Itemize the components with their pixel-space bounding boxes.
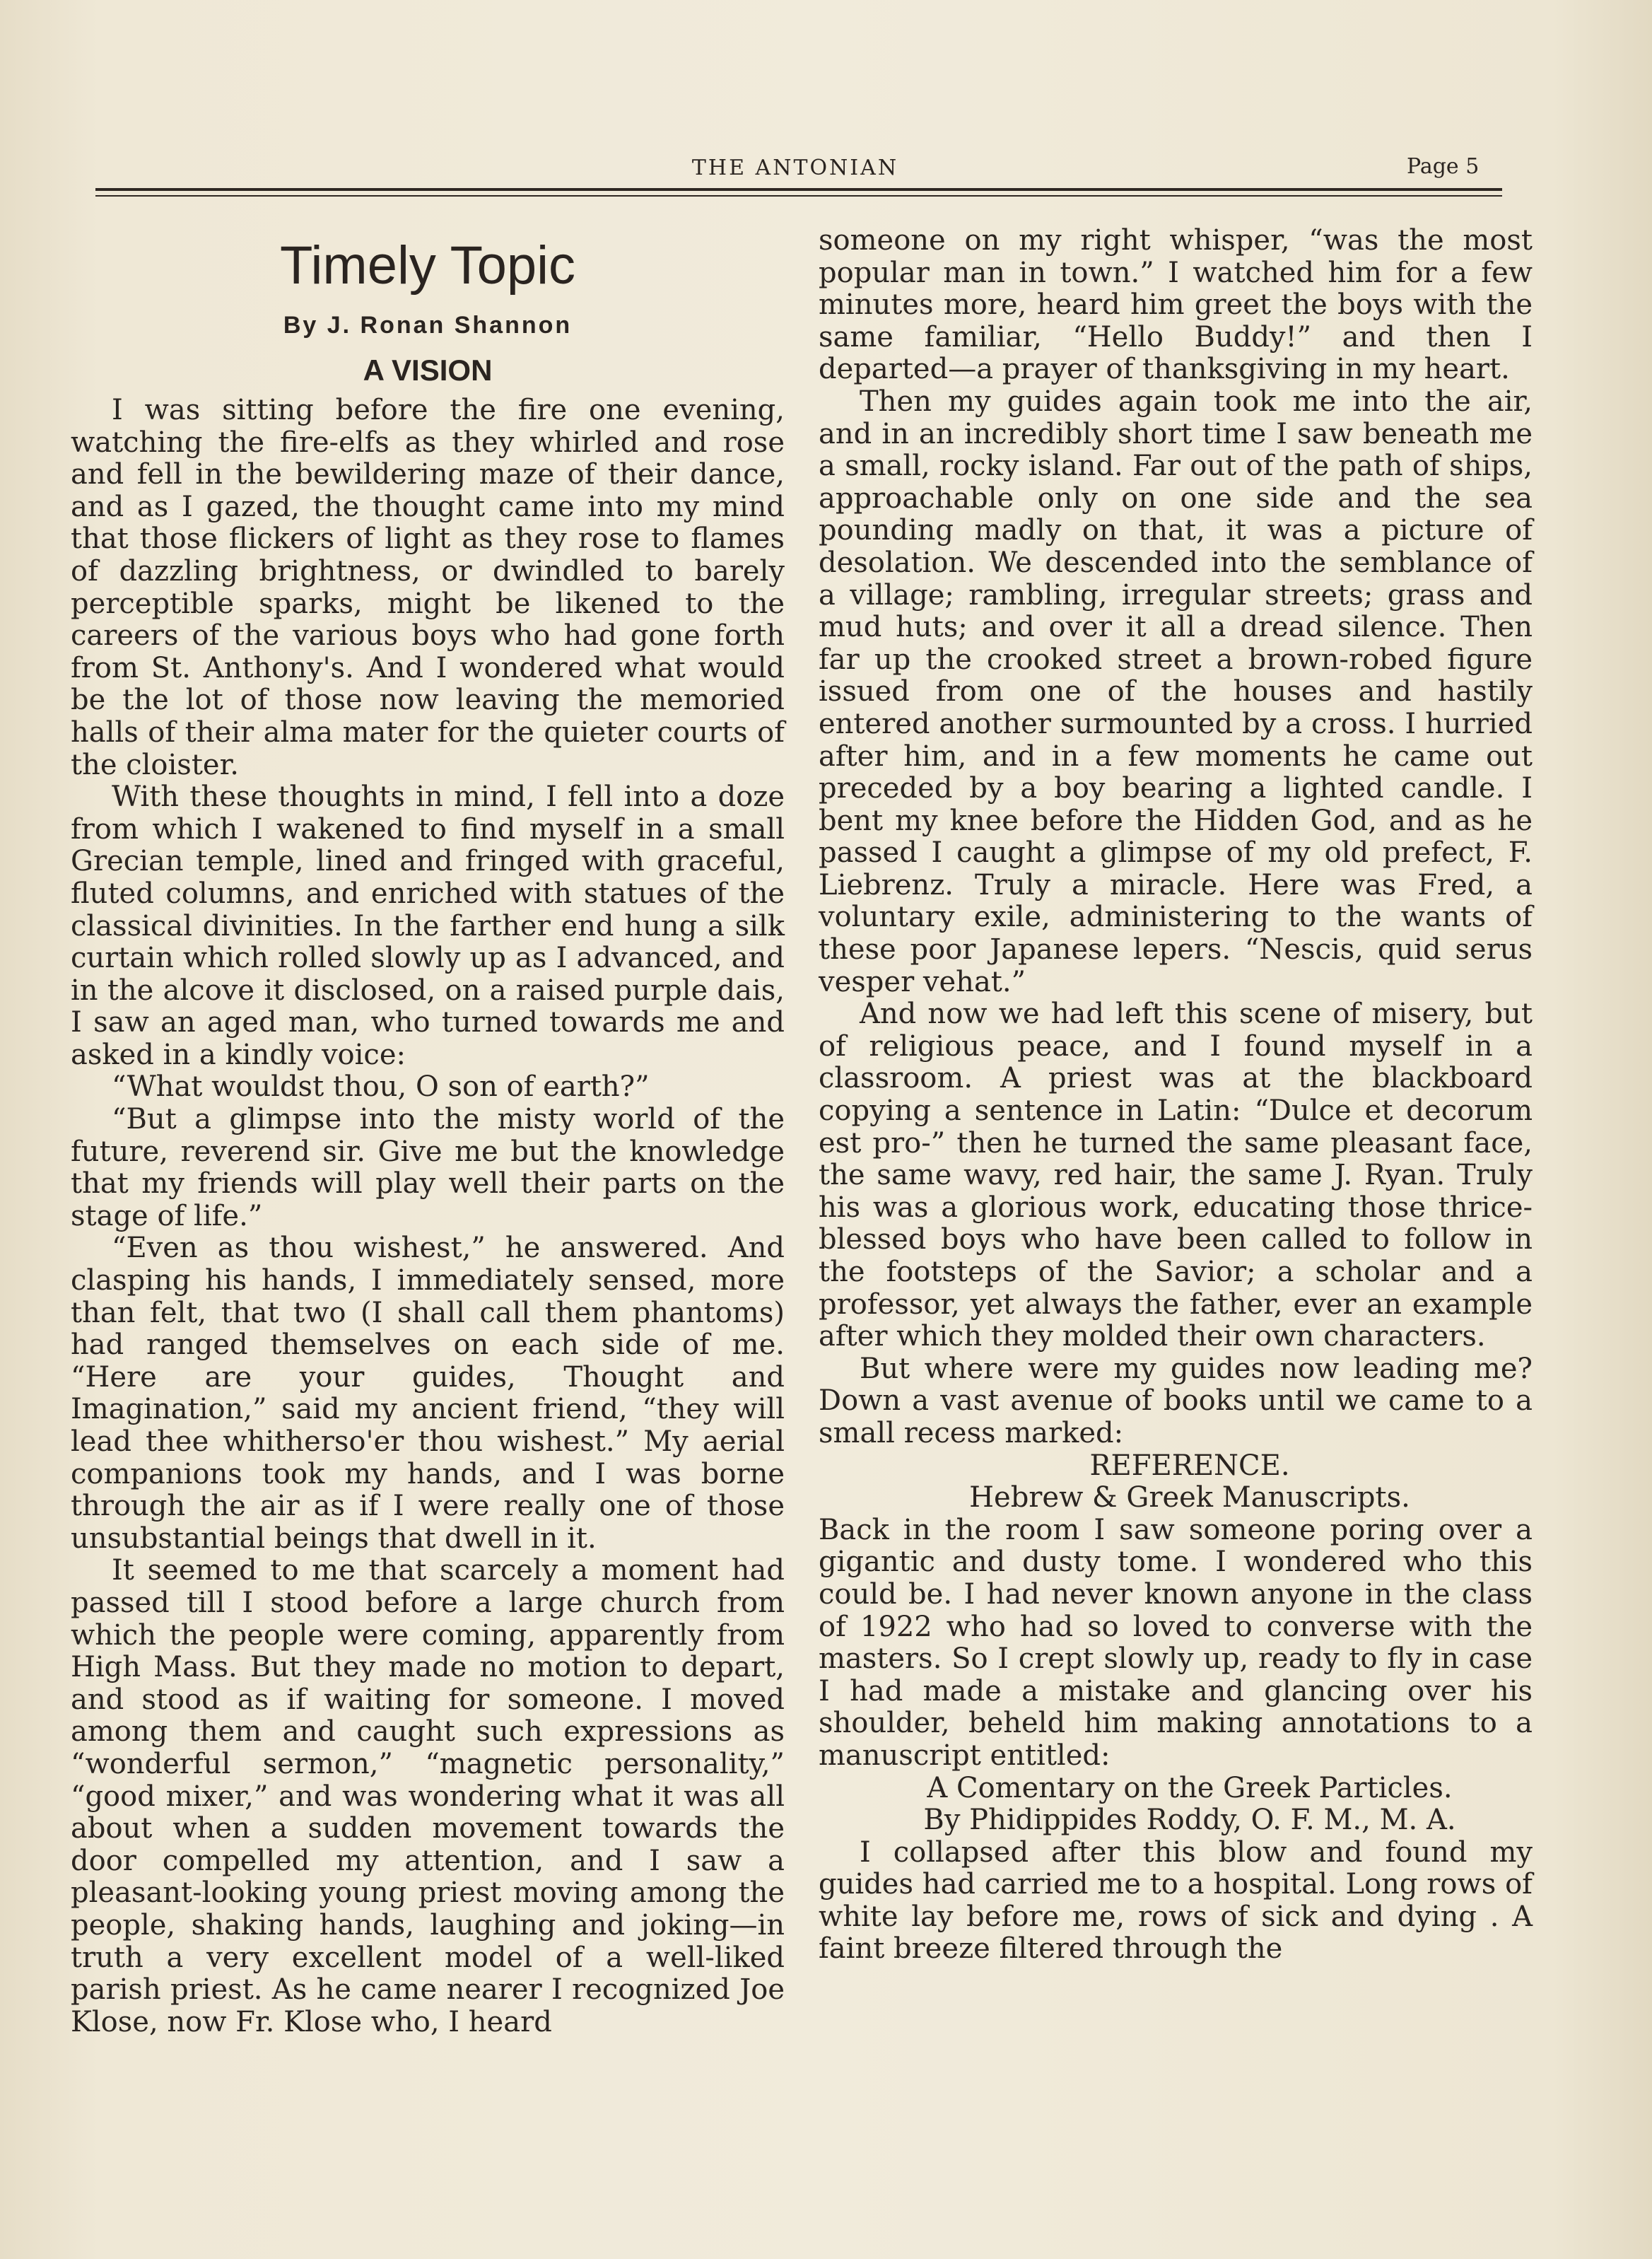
reference-subheading: Hebrew & Greek Manuscripts. bbox=[969, 1481, 1410, 1514]
article-subtitle: A VISION bbox=[363, 354, 493, 387]
paragraph: And now we had left this scene of misery, but of religious peace, and I found myself in a classroom. A priest was at the blackboard copying a sentence in Latin: “Dulce et decorum est pro-” then he turned the same pleasant face, the same wavy, red hair, the same J. Ryan. Truly his was a glorious work, educating those thrice-blessed boys who have been called to follow in the footsteps of the Savior; a scholar and a professor, yet always the father, ever an example after which they molded their own characters. bbox=[819, 998, 1533, 1353]
header-rule-thick bbox=[95, 188, 1502, 191]
paragraph: Then my guides again took me into the air, and in an incredibly short time I saw beneath me a small, rocky island. Far out of the path of ships, approachable only on one side and the sea pounding madly on that, it was a picture of desolation. We descended into the semblance of a village; rambling, irregular streets; grass and mud huts; and over it all a dread silence. Then far up the crooked street a brown-robed figure issued from one of the houses and hastily entered another surmounted by a cross. I hurried after him, and in a few moments he came out preceded by a boy bearing a lighted candle. I bent my knee before the Hidden God, and as he passed I caught a glimpse of my old prefect, F. Liebrenz. Truly a miracle. Here was Fred, a voluntary exile, administering to the wants of these poor Japanese lepers. “Nescis, quid serus vesper vehat.” bbox=[819, 385, 1533, 998]
page-number: Page 5 bbox=[1407, 154, 1480, 179]
paragraph-continued: someone on my right whisper, “was the most popular man in town.” I watched him for a few minutes more, heard him greet the boys with the same familiar, “Hello Buddy!” and then I departed—a prayer of thanksgiving in my heart. bbox=[819, 224, 1533, 386]
header-rule-thin bbox=[95, 195, 1502, 197]
paragraph: Back in the room I saw someone poring over a gigantic and dusty tome. I wondered who this could be. I had never known anyone in the class of 1922 who had so loved to converse with the masters. So I crept slowly up, ready to fly in case I had made a mistake and glancing over his shoulder, beheld him making annotations to a manuscript entitled: bbox=[819, 1513, 1533, 1772]
manuscript-title: A Comentary on the Greek Particles. bbox=[927, 1771, 1453, 1804]
paragraph: I collapsed after this blow and found my guides had carried me to a hospital. Long rows of white lay before me, rows of sick and dying . A faint breeze filtered through the bbox=[819, 1835, 1533, 1966]
paragraph: I was sitting before the fire one evening, watching the fire-elfs as they whirled and rose and fell in the bewildering maze of their dance, and as I gazed, the thought came into my mind that those flickers of light as they rose to flames of dazzling brightness, or dwindled to barely perceptible sparks, might be likened to the careers of the various boys who had gone forth from St. Anthony's. And I wondered what would be the lot of those now leaving the memoried halls of their alma mater for the quieter courts of the cloister. bbox=[71, 394, 785, 781]
left-column bbox=[71, 226, 785, 2038]
paragraph: “But a glimpse into the misty world of the future, reverend sir. Give me but the knowledge that my friends will play well their parts on the stage of life.” bbox=[71, 1103, 785, 1232]
paragraph: But where were my guides now leading me? Down a vast avenue of books until we came to a small recess marked: bbox=[819, 1352, 1533, 1449]
reference-heading: REFERENCE. bbox=[1089, 1449, 1290, 1482]
manuscript-author: By Phidippides Roddy, O. F. M., M. A. bbox=[923, 1804, 1456, 1837]
paragraph: It seemed to me that scarcely a moment had passed till I stood before a large church from which the people were coming, apparently from High Mass. But they made no motion to depart, and stood as if waiting for someone. I moved among them and caught such expressions as “wonderful sermon,” “magnetic personality,” “good mixer,” and was wondering what it was all about when a sudden movement towards the door compelled my attention, and I saw a pleasant-looking young priest moving among the people, shaking hands, laughing and joking—in truth a very excellent model of a well-liked parish priest. As he came nearer I recognized Joe Klose, now Fr. Klose who, I heard bbox=[71, 1554, 785, 2038]
article-byline: By J. Ronan Shannon bbox=[283, 312, 573, 339]
paragraph: With these thoughts in mind, I fell into a doze from which I wakened to find myself in a small Grecian temple, lined and fringed with graceful, fluted columns, and enriched with statues of the classical divinities. In the farther end hung a silk curtain which rolled slowly up as I advanced, and in the alcove it disclosed, on a raised purple dais, I saw an aged man, who turned towards me and asked in a kindly voice: bbox=[71, 781, 785, 1071]
right-column bbox=[819, 225, 1533, 1966]
article-title: Timely Topic bbox=[279, 235, 576, 296]
paragraph: “Even as thou wishest,” he answered. And clasping his hands, I immediately sensed, more than felt, that two (I shall call them phantoms) had ranged themselves on each side of me. “Here are your guides, Thought and Imagination,” said my ancient friend, “they will lead thee whitherso'er thou wishest.” My aerial companions took my hands, and I was borne through the air as if I were really one of those unsubstantial beings that dwell in it. bbox=[71, 1232, 785, 1555]
publication-name: THE ANTONIAN bbox=[691, 156, 899, 180]
paragraph: “What wouldst thou, O son of earth?” bbox=[112, 1070, 650, 1104]
